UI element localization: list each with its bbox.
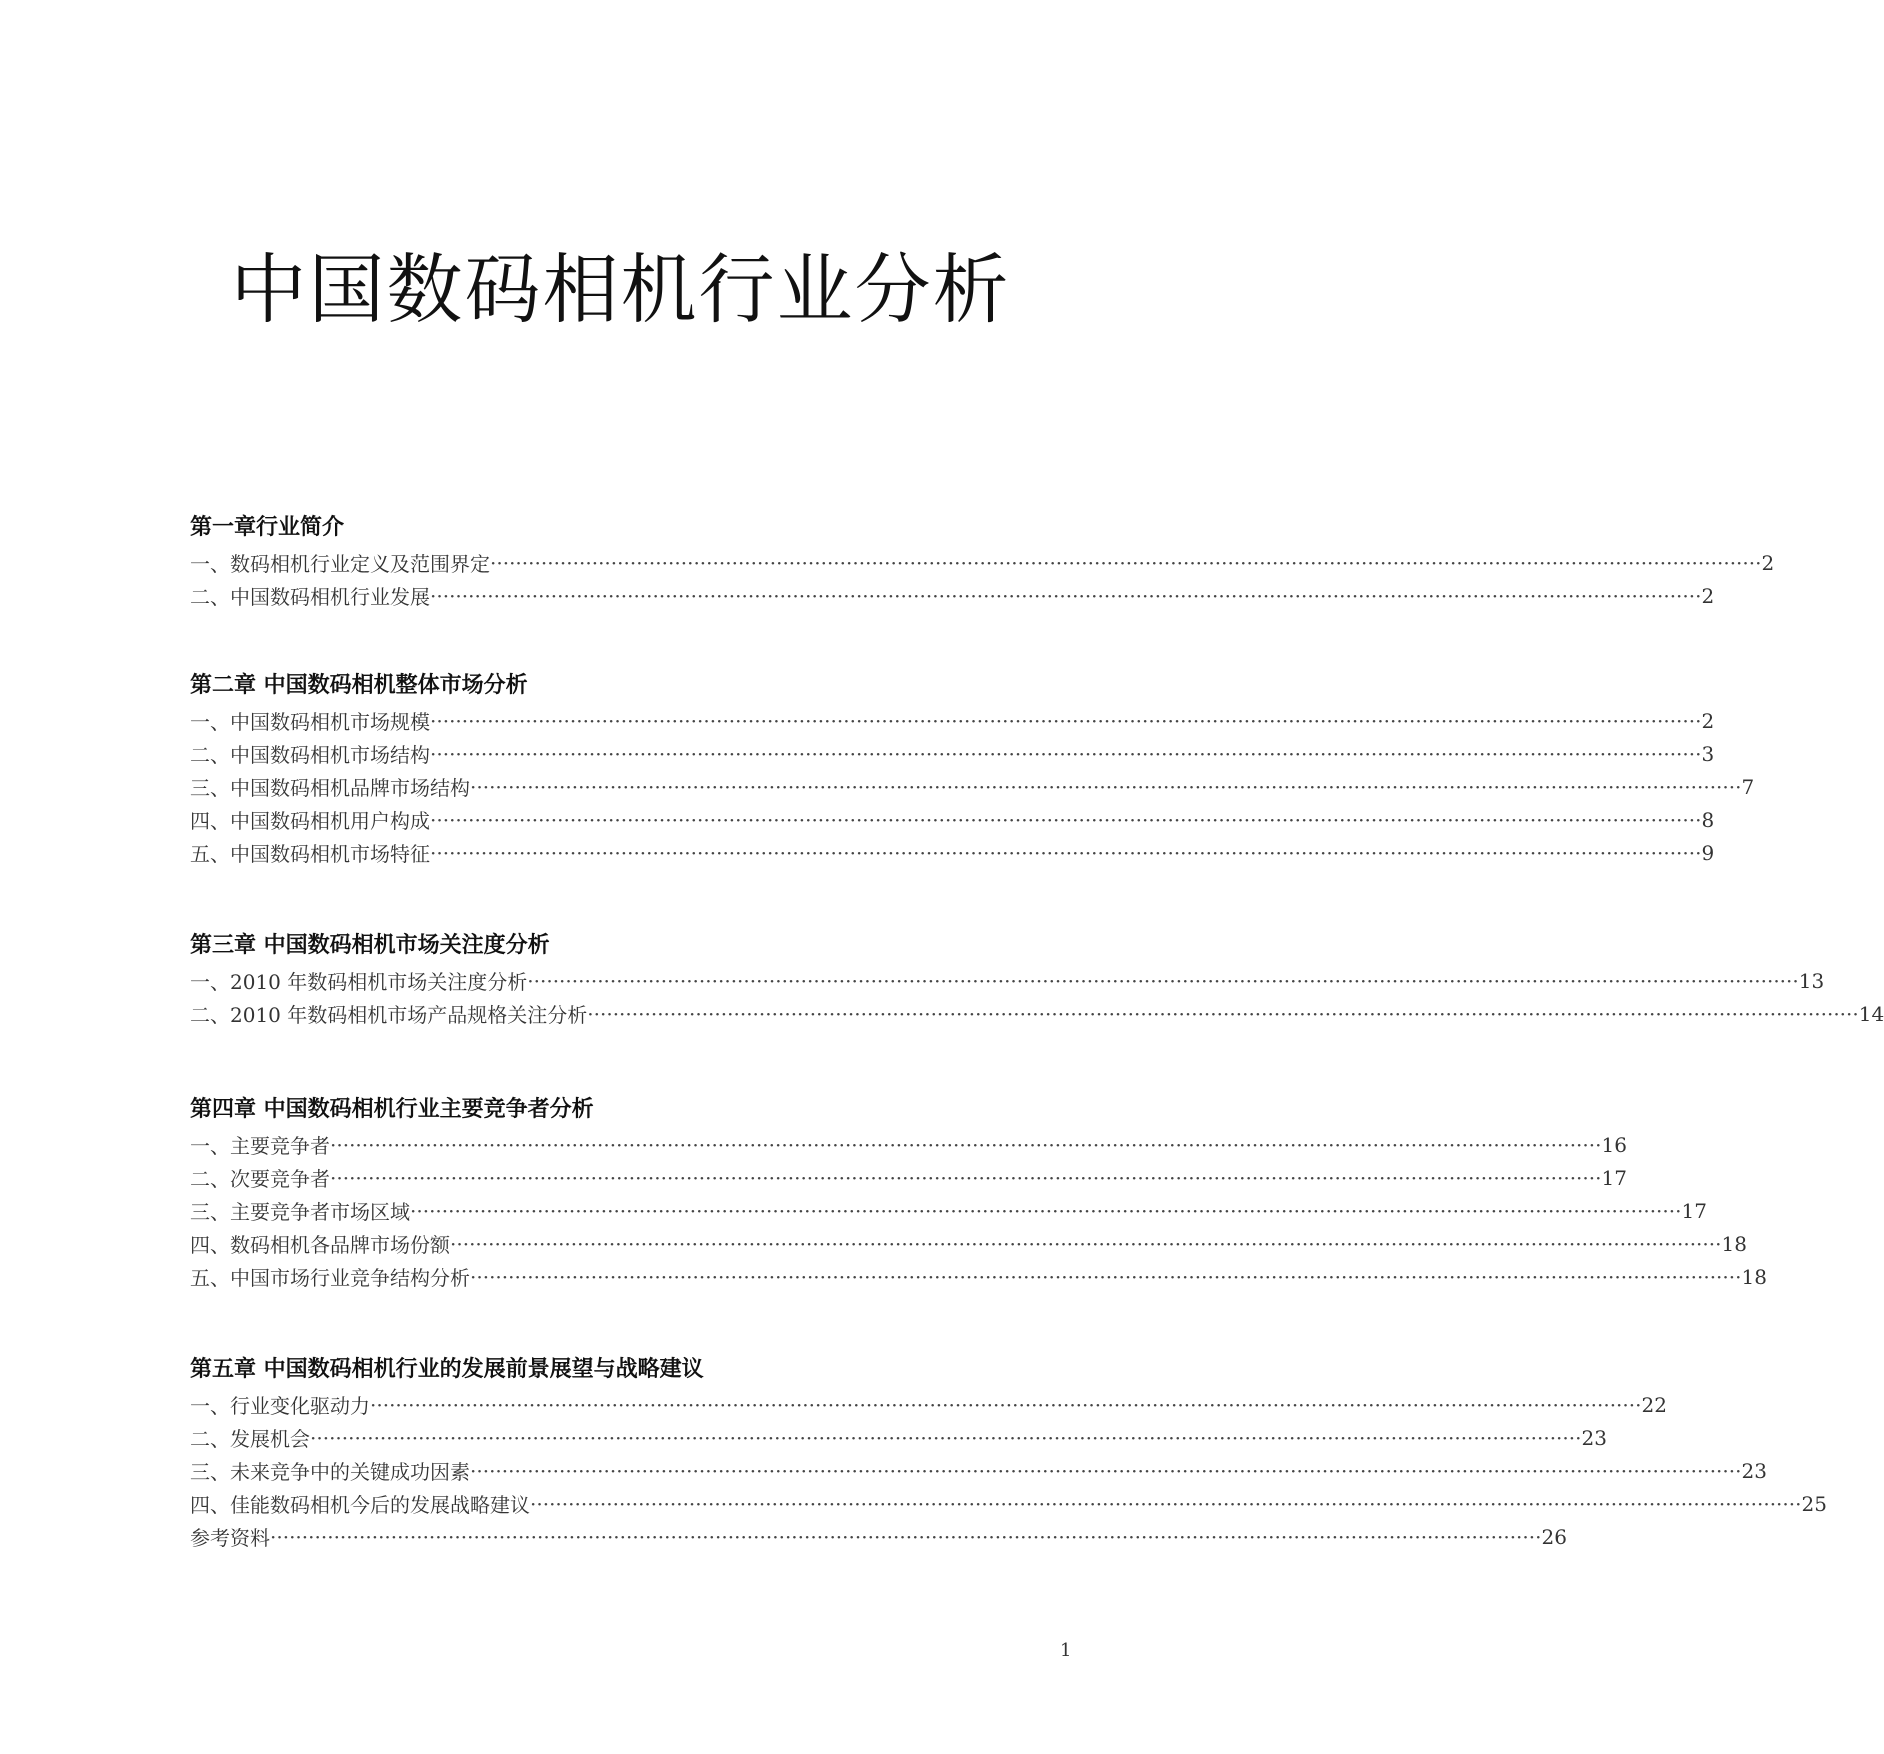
dot-leader: ········································································································································································································ <box>430 840 1702 865</box>
toc-entry-page: 23 <box>1741 1458 1767 1483</box>
dot-leader: ········································································································································································································ <box>410 1198 1682 1223</box>
dot-leader: ········································································································································································································ <box>587 1001 1859 1026</box>
dot-leader: ········································································································································································································ <box>370 1392 1642 1417</box>
toc-entry[interactable] <box>190 704 1715 737</box>
toc-entry[interactable] <box>190 964 1825 997</box>
toc-entry[interactable] <box>190 770 1755 803</box>
dot-leader: ········································································································································································································ <box>430 708 1702 733</box>
toc-entry-label: 四、中国数码相机用户构成 <box>190 809 430 833</box>
toc-entry[interactable] <box>190 803 1715 836</box>
toc-entry-page: 26 <box>1541 1524 1567 1549</box>
toc-chapter-1 <box>190 510 1775 612</box>
toc-entry-page: 13 <box>1798 968 1825 993</box>
toc-entry-label: 四、佳能数码相机今后的发展战略建议 <box>190 1493 530 1517</box>
dot-leader: ········································································································································································································ <box>270 1524 1542 1549</box>
toc-entry[interactable] <box>190 1194 1707 1227</box>
document-title: 中国数码相机行业分析 <box>230 245 1011 334</box>
toc-entry[interactable] <box>190 1388 1667 1421</box>
toc-entry-label: 二、中国数码相机市场结构 <box>190 743 430 767</box>
toc-entry-label: 三、中国数码相机品牌市场结构 <box>190 776 470 800</box>
toc-chapter-5 <box>190 1352 1827 1553</box>
toc-entry-page: 23 <box>1581 1425 1607 1450</box>
toc-entry[interactable] <box>190 546 1775 579</box>
chapter-heading: 第四章 中国数码相机行业主要竞争者分析 <box>190 1097 594 1122</box>
toc-entry-label: 一、中国数码相机市场规模 <box>190 710 430 734</box>
chapter-heading: 第三章 中国数码相机市场关注度分析 <box>190 933 550 958</box>
toc-entry-page: 17 <box>1601 1165 1627 1190</box>
dot-leader: ········································································································································································································ <box>490 550 1762 575</box>
toc-entry-page: 2 <box>1761 550 1775 575</box>
toc-entry-page: 25 <box>1801 1491 1827 1516</box>
toc-entry-label: 五、中国市场行业竞争结构分析 <box>190 1266 470 1290</box>
dot-leader: ········································································································································································································ <box>527 968 1799 993</box>
page-number: 1 <box>1060 1640 1072 1661</box>
toc-entry-page: 7 <box>1741 774 1755 799</box>
toc-entry[interactable] <box>190 836 1715 869</box>
dot-leader: ········································································································································································································ <box>310 1425 1582 1450</box>
toc-chapter-3 <box>190 928 1884 1030</box>
toc-entry-label: 五、中国数码相机市场特征 <box>190 842 430 866</box>
toc-entry[interactable] <box>190 1520 1567 1553</box>
toc-entry-label: 一、2010 年数码相机市场关注度分析 <box>190 970 528 994</box>
toc-entry-label: 二、2010 年数码相机市场产品规格关注分析 <box>190 1003 588 1027</box>
toc-entry[interactable] <box>190 737 1715 770</box>
toc-entry[interactable] <box>190 1227 1747 1260</box>
toc-chapter-2 <box>190 668 1755 869</box>
dot-leader: ········································································································································································································ <box>430 583 1702 608</box>
toc-entry[interactable] <box>190 1260 1767 1293</box>
toc-entry-page: 3 <box>1701 741 1715 766</box>
toc-entry-label: 一、数码相机行业定义及范围界定 <box>190 552 490 576</box>
toc-entry-label: 二、发展机会 <box>190 1427 310 1451</box>
dot-leader: ········································································································································································································ <box>430 807 1702 832</box>
toc-entry[interactable] <box>190 1161 1627 1194</box>
toc-entry-label: 三、主要竞争者市场区域 <box>190 1200 410 1224</box>
toc-entry-label: 二、次要竞争者 <box>190 1167 330 1191</box>
dot-leader: ········································································································································································································ <box>470 1458 1742 1483</box>
toc-entry-page: 18 <box>1741 1264 1767 1289</box>
toc-entry-label: 三、未来竞争中的关键成功因素 <box>190 1460 470 1484</box>
toc-entry[interactable] <box>190 579 1715 612</box>
toc-entry[interactable] <box>190 1421 1607 1454</box>
toc-entry-page: 16 <box>1601 1132 1627 1157</box>
toc-entry-page: 2 <box>1701 583 1715 608</box>
dot-leader: ········································································································································································································ <box>470 774 1742 799</box>
toc-entry[interactable] <box>190 1128 1627 1161</box>
toc-entry-label: 一、行业变化驱动力 <box>190 1394 370 1418</box>
toc-entry-page: 9 <box>1701 840 1715 865</box>
dot-leader: ········································································································································································································ <box>430 741 1702 766</box>
toc-entry-page: 8 <box>1701 807 1715 832</box>
toc-entry-page: 22 <box>1641 1392 1667 1417</box>
chapter-heading: 第五章 中国数码相机行业的发展前景展望与战略建议 <box>190 1357 704 1382</box>
dot-leader: ········································································································································································································ <box>470 1264 1742 1289</box>
toc-entry-page: 2 <box>1701 708 1715 733</box>
toc-entry-label: 参考资料 <box>190 1526 270 1550</box>
dot-leader: ········································································································································································································ <box>330 1132 1602 1157</box>
toc-entry-label: 二、中国数码相机行业发展 <box>190 585 430 609</box>
toc-entry-page: 14 <box>1858 1001 1884 1026</box>
toc-chapter-4 <box>190 1092 1767 1293</box>
dot-leader: ········································································································································································································ <box>330 1165 1602 1190</box>
toc-entry-label: 四、数码相机各品牌市场份额 <box>190 1233 450 1257</box>
toc-entry[interactable] <box>190 997 1884 1030</box>
chapter-heading: 第二章 中国数码相机整体市场分析 <box>190 673 528 698</box>
dot-leader: ········································································································································································································ <box>530 1491 1802 1516</box>
toc-entry-label: 一、主要竞争者 <box>190 1134 330 1158</box>
toc-entry-page: 17 <box>1681 1198 1707 1223</box>
chapter-heading: 第一章行业简介 <box>190 515 345 540</box>
dot-leader: ········································································································································································································ <box>450 1231 1722 1256</box>
toc-entry[interactable] <box>190 1487 1827 1520</box>
toc-entry[interactable] <box>190 1454 1767 1487</box>
toc-entry-page: 18 <box>1721 1231 1747 1256</box>
